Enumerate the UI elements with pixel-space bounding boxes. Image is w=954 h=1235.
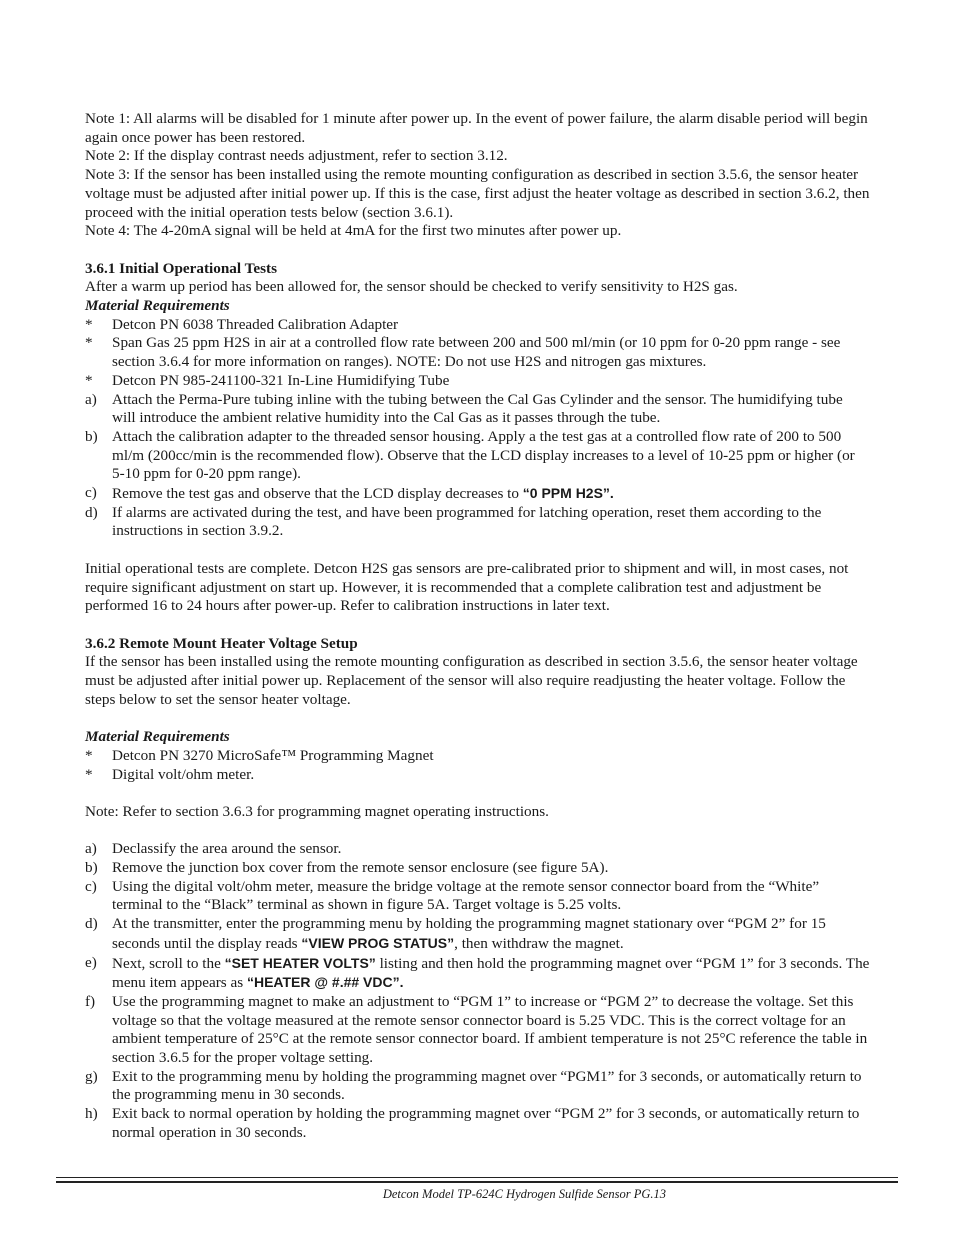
material-item: * Detcon PN 6038 Threaded Calibration Adapter	[85, 315, 399, 333]
bullet: *	[85, 315, 93, 333]
material-item: * Digital volt/ohm meter.	[85, 765, 255, 783]
section-3-6-1-heading: 3.6.1 Initial Operational Tests	[85, 259, 277, 277]
material-item: * Detcon PN 985-241100-321 In-Line Humidifying Tube	[85, 371, 450, 389]
step-item: c) Using the digital volt/ohm meter, measure the bridge voltage at the remote sensor connector board from the “White” terminal to the “Black” terminal as shown in figure 5A. Target voltage is 5.25 volts.	[85, 877, 820, 914]
note-3: Note 3: If the sensor has been installed using the remote mounting configuration as described in section 3.5.6, the sensor heater voltage must be adjusted after initial power up. If this is the case, first adjust the heater voltage as described in section 3.6.2, then proceed with the initial operation tests below (section 3.6.1).	[85, 166, 870, 221]
document-page	[85, 110, 870, 1143]
footer-rule	[56, 1181, 898, 1183]
step-item: b) Remove the junction box cover from the remote sensor enclosure (see figure 5A).	[85, 859, 609, 877]
section-3-6-1-closing: Initial operational tests are complete. Detcon H2S gas sensors are pre-calibrated prior to shipment and will, in most cases, not require significant adjustment on start up. However, it is recommended that a complete calibration test and adjustment be performed 16 to 24 hours after power-up. Refer to calibration instructions in later text.	[85, 559, 849, 615]
material-item: * Span Gas 25 ppm H2S in air at a controlled flow rate between 200 and 500 ml/min (or 10 ppm for 0-20 ppm range - see section 3.6.4 for more information on ranges). NOTE: Do not use H2S and nitrogen gas mixtures.	[85, 334, 841, 371]
display-reading: “HEATER @ #.## VDC”.	[246, 974, 404, 991]
material-requirements-heading: Material Requirements	[85, 728, 230, 746]
section-3-6-2-intro: If the sensor has been installed using the remote mounting configuration as described in section 3.5.6, the sensor heater voltage must be adjusted after initial power up. Replacement of the sensor will also require readjusting the heater voltage. Follow the steps below to set the sensor heater voltage.	[85, 653, 858, 708]
footer-rule	[56, 1177, 898, 1178]
step-item: c) Remove the test gas and observe that the LCD display decreases to “0 PPM H2S”.	[85, 484, 614, 503]
bullet: *	[85, 334, 93, 352]
programming-note: Note: Refer to section 3.6.3 for programming magnet operating instructions.	[85, 802, 549, 820]
step-item: a) Attach the Perma-Pure tubing inline with the tubing between the Cal Gas Cylinder and the sensor. The humidifying tube will introduce the ambient relative humidity into the Cal Gas as it passes through the tube.	[85, 390, 843, 427]
material-requirements-heading: Material Requirements	[85, 297, 230, 315]
step-item: g) Exit to the programming menu by holding the programming magnet over “PGM1” for 3 seconds, or automatically return to the programming menu in 30 seconds.	[85, 1067, 862, 1104]
step-item: f) Use the programming magnet to make an adjustment to “PGM 1” to increase or “PGM 2” to decrease the voltage. Set this voltage so that the voltage measured at the remote sensor connector board is 5.25 VDC. This is the correct voltage for an ambient temperature of 25°C at the remote sensor connector board. If ambient temperature is not 25°C reference the table in section 3.6.5 for the proper voltage setting.	[85, 992, 868, 1067]
bullet: *	[85, 765, 93, 783]
note-4: Note 4: The 4-20mA signal will be held at 4mA for the first two minutes after power up.	[85, 222, 622, 240]
step-item: h) Exit back to normal operation by holding the programming magnet over “PGM 2” for 3 seconds, or automatically return to normal operation in 30 seconds.	[85, 1105, 860, 1141]
step-item: d) If alarms are activated during the test, and have been programmed for latching operation, reset them according to the instructions in section 3.9.2.	[85, 503, 822, 540]
section-3-6-2-heading: 3.6.2 Remote Mount Heater Voltage Setup	[85, 634, 358, 652]
note-1: Note 1: All alarms will be disabled for 1 minute after power up. In the event of power failure, the alarm disable period will begin again once power has been restored.	[85, 110, 868, 146]
step-item: b) Attach the calibration adapter to the threaded sensor housing. Apply a the test gas at a controlled flow rate of 200 to 500 ml/m (200cc/min is the recommended flow). Observe that the LCD display increases to a level of 10-25 ppm or higher (or 5-10 ppm for 0-20 ppm range).	[85, 427, 855, 483]
note-2: Note 2: If the display contrast needs adjustment, refer to section 3.12.	[85, 147, 508, 165]
bullet: *	[85, 746, 93, 764]
bullet: *	[85, 371, 93, 389]
step-item: a) Declassify the area around the sensor.	[85, 840, 342, 858]
step-item: e) Next, scroll to the “SET HEATER VOLTS” listing and then hold the programming magnet over “PGM 1” for 3 seconds. The menu item appears as “HEATER @ #.## VDC”.	[85, 953, 870, 992]
step-item: d) At the transmitter, enter the programming menu by holding the programming magnet stationary over “PGM 2” for 15 seconds until the display reads “VIEW PROG STATUS”, then withdraw the magnet.	[85, 915, 826, 952]
display-reading: “VIEW PROG STATUS”	[301, 934, 455, 951]
page-footer: Detcon Model TP-624C Hydrogen Sulfide Sensor PG.13	[382, 1187, 666, 1201]
display-reading: “SET HEATER VOLTS”	[224, 954, 376, 971]
section-3-6-1-intro: After a warm up period has been allowed for, the sensor should be checked to verify sensitivity to H2S gas.	[85, 278, 738, 296]
material-item: * Detcon PN 3270 MicroSafe™ Programming Magnet	[85, 746, 434, 764]
display-reading: “0 PPM H2S”.	[522, 485, 614, 502]
